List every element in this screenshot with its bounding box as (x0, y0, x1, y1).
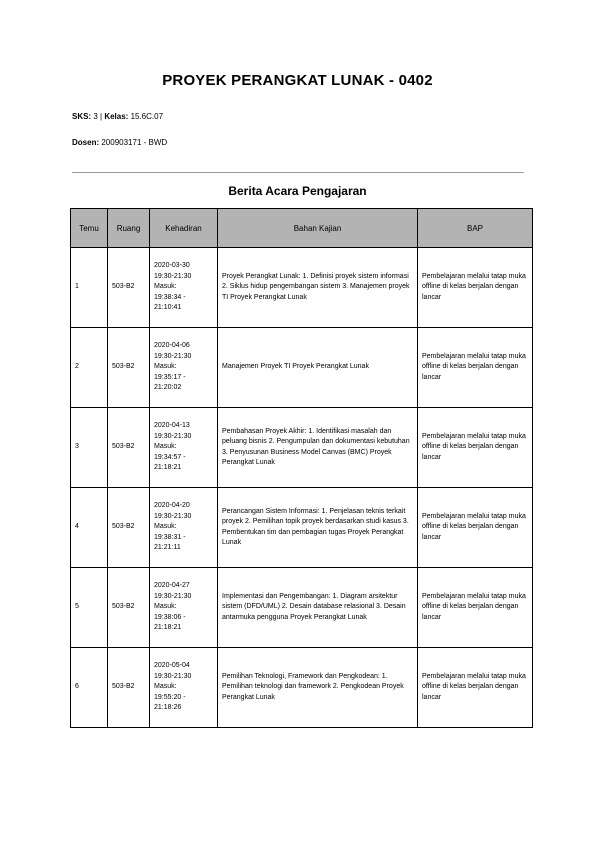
cell-bap: Pembelajaran melalui tatap muka offline di kelas berjalan dengan lancar (418, 648, 533, 728)
kelas-label: Kelas: (104, 112, 131, 121)
kehadiran-line: Masuk: (154, 523, 177, 531)
kehadiran-line: 19:30-21:30 (154, 672, 192, 680)
cell-kehadiran (150, 248, 218, 328)
kehadiran-line: 19:30-21:30 (154, 272, 192, 280)
kehadiran-line: 21:20:02 (154, 384, 182, 392)
kehadiran-line: 19:34:57 - (154, 453, 186, 461)
cell-bap: Pembelajaran melalui tatap muka offline di kelas berjalan dengan lancar (418, 408, 533, 488)
lecturer-info (72, 138, 167, 147)
table-row (71, 648, 533, 728)
kehadiran-line: 19:30-21:30 (154, 352, 192, 360)
kehadiran-line: Masuk: (154, 603, 177, 611)
kehadiran-line: 19:38:06 - (154, 613, 186, 621)
teaching-record-table (70, 208, 533, 728)
kehadiran-line: 21:18:21 (154, 464, 182, 472)
dosen-value: 200903171 - BWD (101, 138, 168, 147)
meta-separator: | (97, 112, 105, 121)
kehadiran-line: 19:38:31 - (154, 533, 186, 541)
cell-bahan-kajian: Perancangan Sistem Informasi: 1. Penjelasan teknis terkait proyek 2. Pemilihan topik proyek berdasarkan studi kasus 3. Pembentukan tim dan pembagian tugas Proyek Perangkat Lunak (218, 488, 418, 568)
cell-kehadiran (150, 328, 218, 408)
kehadiran-line: 19:30-21:30 (154, 512, 192, 520)
divider (72, 172, 524, 173)
kehadiran-line: 2020-03-30 (154, 262, 190, 270)
table-row (71, 248, 533, 328)
kehadiran-line: Masuk: (154, 683, 177, 691)
table-header-row (71, 209, 533, 248)
cell-temu: 1 (71, 248, 108, 328)
cell-ruang: 503-B2 (108, 248, 150, 328)
kehadiran-line: 19:35:17 - (154, 373, 186, 381)
table-row (71, 488, 533, 568)
cell-ruang: 503-B2 (108, 488, 150, 568)
page-title: PROYEK PERANGKAT LUNAK - 0402 (162, 72, 433, 89)
cell-bahan-kajian: Proyek Perangkat Lunak: 1. Definisi proyek sistem informasi 2. Siklus hidup pengembangan sistem 3. Manajemen proyek TI Proyek Perangkat Lunak (218, 248, 418, 328)
kehadiran-line: Masuk: (154, 443, 177, 451)
kehadiran-line: 19:30-21:30 (154, 592, 192, 600)
kehadiran-line: Masuk: (154, 363, 177, 371)
header-temu: Temu (71, 209, 108, 248)
cell-temu: 2 (71, 328, 108, 408)
kehadiran-line: 21:10:41 (154, 304, 182, 312)
kehadiran-line: 19:30-21:30 (154, 432, 192, 440)
cell-bap: Pembelajaran melalui tatap muka offline di kelas berjalan dengan lancar (418, 328, 533, 408)
kehadiran-line: 2020-04-27 (154, 582, 190, 590)
cell-bahan-kajian: Pemilihan Teknologi, Framework dan Pengkodean: 1. Pemilihan teknologi dan framework 2. Pengkodean Proyek Perangkat Lunak (218, 648, 418, 728)
dosen-label: Dosen: (72, 138, 102, 147)
kelas-value: 15.6C.07 (130, 112, 164, 121)
kehadiran-line: 2020-04-20 (154, 502, 190, 510)
table-row (71, 568, 533, 648)
cell-bahan-kajian: Implementasi dan Pengembangan: 1. Diagram arsitektur sistem (DFD/UML) 2. Desain database relasional 3. Desain antarmuka pengguna Proyek Perangkat Lunak (218, 568, 418, 648)
header-bap: BAP (418, 209, 533, 248)
kehadiran-line: 2020-04-13 (154, 422, 190, 430)
cell-temu: 5 (71, 568, 108, 648)
cell-ruang: 503-B2 (108, 648, 150, 728)
cell-bap: Pembelajaran melalui tatap muka offline di kelas berjalan dengan lancar (418, 568, 533, 648)
kehadiran-line: 21:18:21 (154, 624, 182, 632)
header-kehadiran: Kehadiran (150, 209, 218, 248)
cell-ruang: 503-B2 (108, 568, 150, 648)
course-info (72, 112, 163, 121)
kehadiran-line: 2020-05-04 (154, 662, 190, 670)
header-bahan-kajian: Bahan Kajian (218, 209, 418, 248)
cell-ruang: 503-B2 (108, 328, 150, 408)
cell-kehadiran (150, 408, 218, 488)
cell-temu: 3 (71, 408, 108, 488)
kehadiran-line: 19:38:34 - (154, 293, 186, 301)
cell-kehadiran (150, 648, 218, 728)
cell-kehadiran (150, 568, 218, 648)
cell-bahan-kajian: Pembahasan Proyek Akhir: 1. Identifikasi masalah dan peluang bisnis 2. Pengumpulan dan dokumentasi kebutuhan 3. Penyusunan Business Model Canvas (BMC) Proyek Perangkat Lunak (218, 408, 418, 488)
kehadiran-line: 21:21:11 (154, 544, 181, 552)
kehadiran-line: 21:18:26 (154, 704, 182, 712)
sks-label: SKS: (72, 112, 94, 121)
table-row (71, 328, 533, 408)
cell-ruang: 503-B2 (108, 408, 150, 488)
kehadiran-line: Masuk: (154, 283, 177, 291)
cell-bap: Pembelajaran melalui tatap muka offline di kelas berjalan dengan lancar (418, 488, 533, 568)
cell-temu: 4 (71, 488, 108, 568)
cell-temu: 6 (71, 648, 108, 728)
kehadiran-line: 2020-04-06 (154, 342, 190, 350)
sks-value: 3 (93, 112, 98, 121)
cell-bahan-kajian: Manajemen Proyek TI Proyek Perangkat Lunak (218, 328, 418, 408)
cell-kehadiran (150, 488, 218, 568)
section-title: Berita Acara Pengajaran (228, 184, 367, 198)
header-ruang: Ruang (108, 209, 150, 248)
cell-bap: Pembelajaran melalui tatap muka offline di kelas berjalan dengan lancar (418, 248, 533, 328)
table-row (71, 408, 533, 488)
kehadiran-line: 19:55:20 - (154, 693, 186, 701)
